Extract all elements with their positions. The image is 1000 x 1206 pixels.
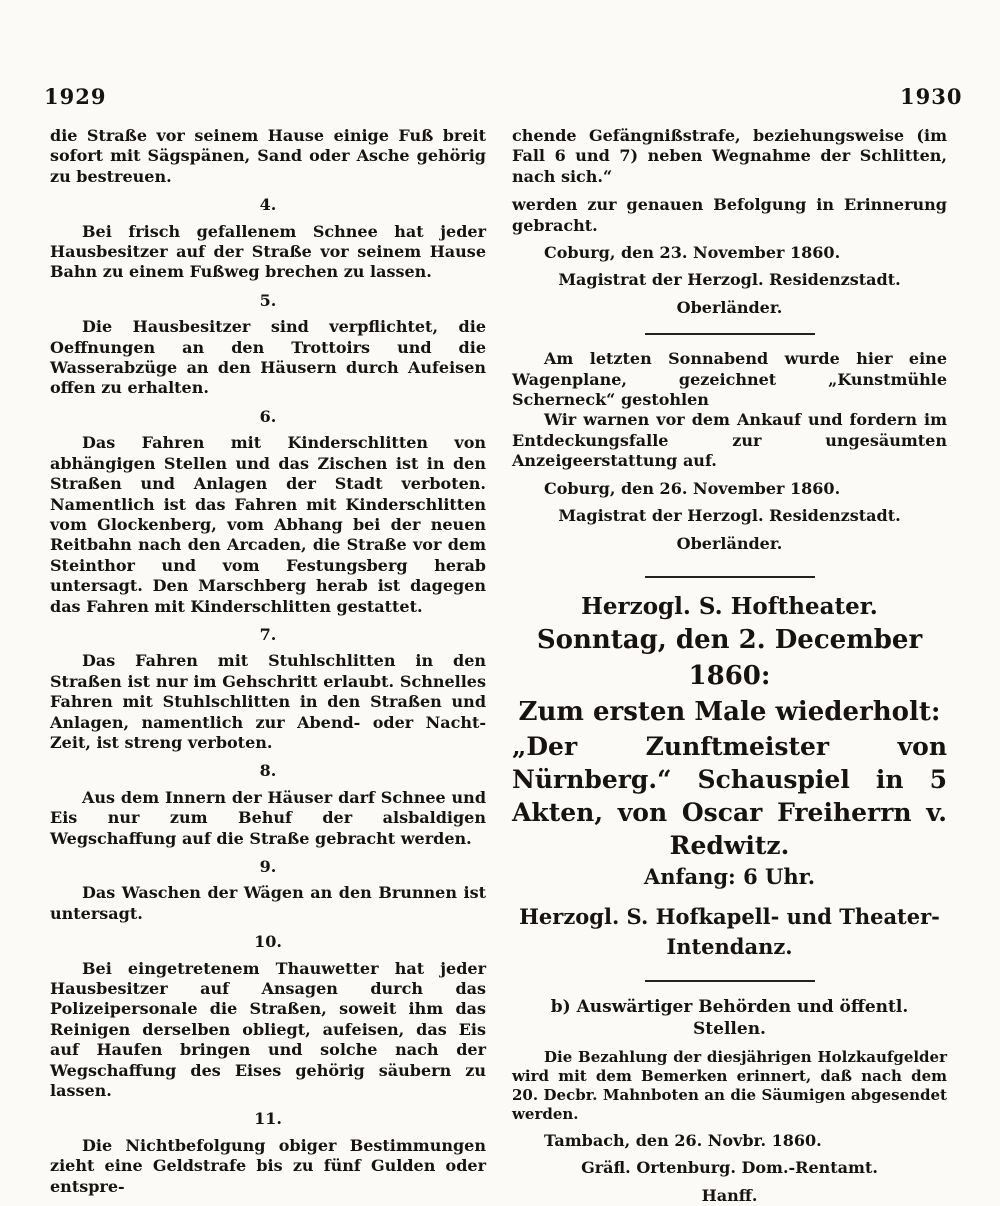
paragraph-continuation: chende Gefängnißstrafe, beziehungsweise (im Fall 6 und 7) neben Wegnahme der Schlitten, nach sich.“: [512, 126, 947, 186]
notice-2-text-b: Wir warnen vor dem Ankauf und fordern im Entdeckungsfalle zur ungesäumten Anzeigeerstattung auf.: [512, 410, 947, 471]
left-column: [50, 126, 486, 1197]
section-number-5: 5.: [259, 290, 277, 310]
section-number-9: 9.: [259, 857, 277, 876]
theater-start-time: Anfang: 6 Uhr.: [643, 863, 816, 889]
theater-intendanz: Herzogl. S. Hofkapell- und Theater-Intendanz.: [519, 903, 940, 959]
page-number-right: 1930: [900, 84, 963, 109]
paragraph-4: Bei frisch gefallenem Schnee hat jeder Hausbesitzer auf der Straße vor seinem Hause Bahn zu einem Fußweg brechen zu lassen.: [50, 221, 486, 282]
notice-2-authority: Magistrat der Herzogl. Residenzstadt.: [558, 506, 901, 526]
section-number-10: 10.: [254, 932, 282, 952]
separator-rule: [645, 333, 815, 335]
paragraph-5: Die Hausbesitzer sind verpflichtet, die Oeffnungen an den Trottoirs und die Wasserabzüge an den Häusern durch Aufeisen offen zu erhalten.: [50, 317, 486, 398]
paragraph-intro: die Straße vor seinem Hause einige Fuß breit sofort mit Sägspänen, Sand oder Asche gehörig zu bestreuen.: [50, 126, 486, 186]
notice-3-signer: Hanff.: [701, 1185, 758, 1205]
notice-3-authority: Gräfl. Ortenburg. Dom.-Rentamt.: [581, 1158, 878, 1178]
paragraph-9: Das Waschen der Wägen an den Brunnen ist untersagt.: [50, 883, 486, 923]
notice-2-date: Coburg, den 26. November 1860.: [544, 478, 841, 498]
theater-date: Sonntag, den 2. December 1860:: [536, 624, 923, 691]
paragraph-8: Aus dem Innern der Häuser darf Schnee und Eis nur zum Behuf der alsbaldigen Wegschaffung auf die Straße gebracht werden.: [50, 787, 486, 848]
separator-rule: [645, 980, 815, 982]
section-number-4: 4.: [259, 195, 277, 215]
notice-1-authority: Magistrat der Herzogl. Residenzstadt.: [558, 270, 901, 290]
notice-3-text: Die Bezahlung der diesjährigen Holzkaufgelder wird mit dem Bemerken erinnert, daß nach dem 20. Decbr. Mahnboten an die Säumigen abgesendet werden.: [512, 1047, 947, 1123]
right-column: [512, 126, 947, 1206]
section-number-7: 7.: [259, 624, 277, 644]
paragraph-11: Die Nichtbefolgung obiger Bestimmungen zieht eine Geldstrafe bis zu fünf Gulden oder entspre-: [50, 1135, 486, 1196]
section-number-6: 6.: [259, 406, 277, 426]
paragraph-7: Das Fahren mit Stuhlschlitten in den Straßen ist nur im Gehschritt erlaubt. Schnelles Fahren mit Stuhlschlitten in den Straßen und Anlagen, namentlich zur Abend- oder Nacht-Zeit, ist streng verboten.: [50, 651, 486, 752]
notice-2-text: Am letzten Sonnabend wurde hier eine Wagenplane, gezeichnet „Kunstmühle Scherneck“ gestohlen: [512, 349, 947, 410]
notice-3-date: Tambach, den 26. Novbr. 1860.: [544, 1130, 822, 1150]
theater-heading: Herzogl. S. Hoftheater.: [581, 592, 878, 620]
separator-rule: [645, 576, 815, 578]
paragraph-continuation-2: werden zur genauen Befolgung in Erinnerung gebracht.: [512, 195, 947, 235]
theater-play-title: „Der Zunftmeister von Nürnberg.“ Schauspiel in 5 Akten, von Oscar Freiherrn v. Redwitz.: [512, 731, 947, 860]
notice-2-signer: Oberländer.: [676, 533, 783, 553]
page-number-left: 1929: [44, 84, 107, 109]
section-b-heading: b) Auswärtiger Behörden und öffentl. Stellen.: [550, 996, 909, 1039]
theater-line-1: Zum ersten Male wiederholt:: [518, 696, 941, 727]
notice-1-date: Coburg, den 23. November 1860.: [544, 243, 841, 263]
section-number-8: 8.: [259, 761, 277, 781]
notice-1-signer: Oberländer.: [676, 297, 783, 317]
section-number-11: 11.: [254, 1109, 282, 1129]
paragraph-6: Das Fahren mit Kinderschlitten von abhängigen Stellen und das Zischen ist in den Straßen und Anlagen der Stadt verboten. Namentlich ist das Fahren mit Kinderschlitten vom Glockenberg, vom Abhang bei der neuen Reitbahn nach den Arcaden, die Straße vor dem Steinthor und vom Festungsberg herab untersagt. Den Marschberg herab ist dagegen das Fahren mit Kinderschlitten gestattet.: [50, 433, 486, 616]
paragraph-10: Bei eingetretenem Thauwetter hat jeder Hausbesitzer auf Ansagen durch das Polizeipersonale die Straßen, soweit ihm das Reinigen derselben obliegt, aufeisen, das Eis auf Haufen bringen und solche nach der Wegschaffung des Eises gehörig säubern zu lassen.: [50, 958, 486, 1101]
